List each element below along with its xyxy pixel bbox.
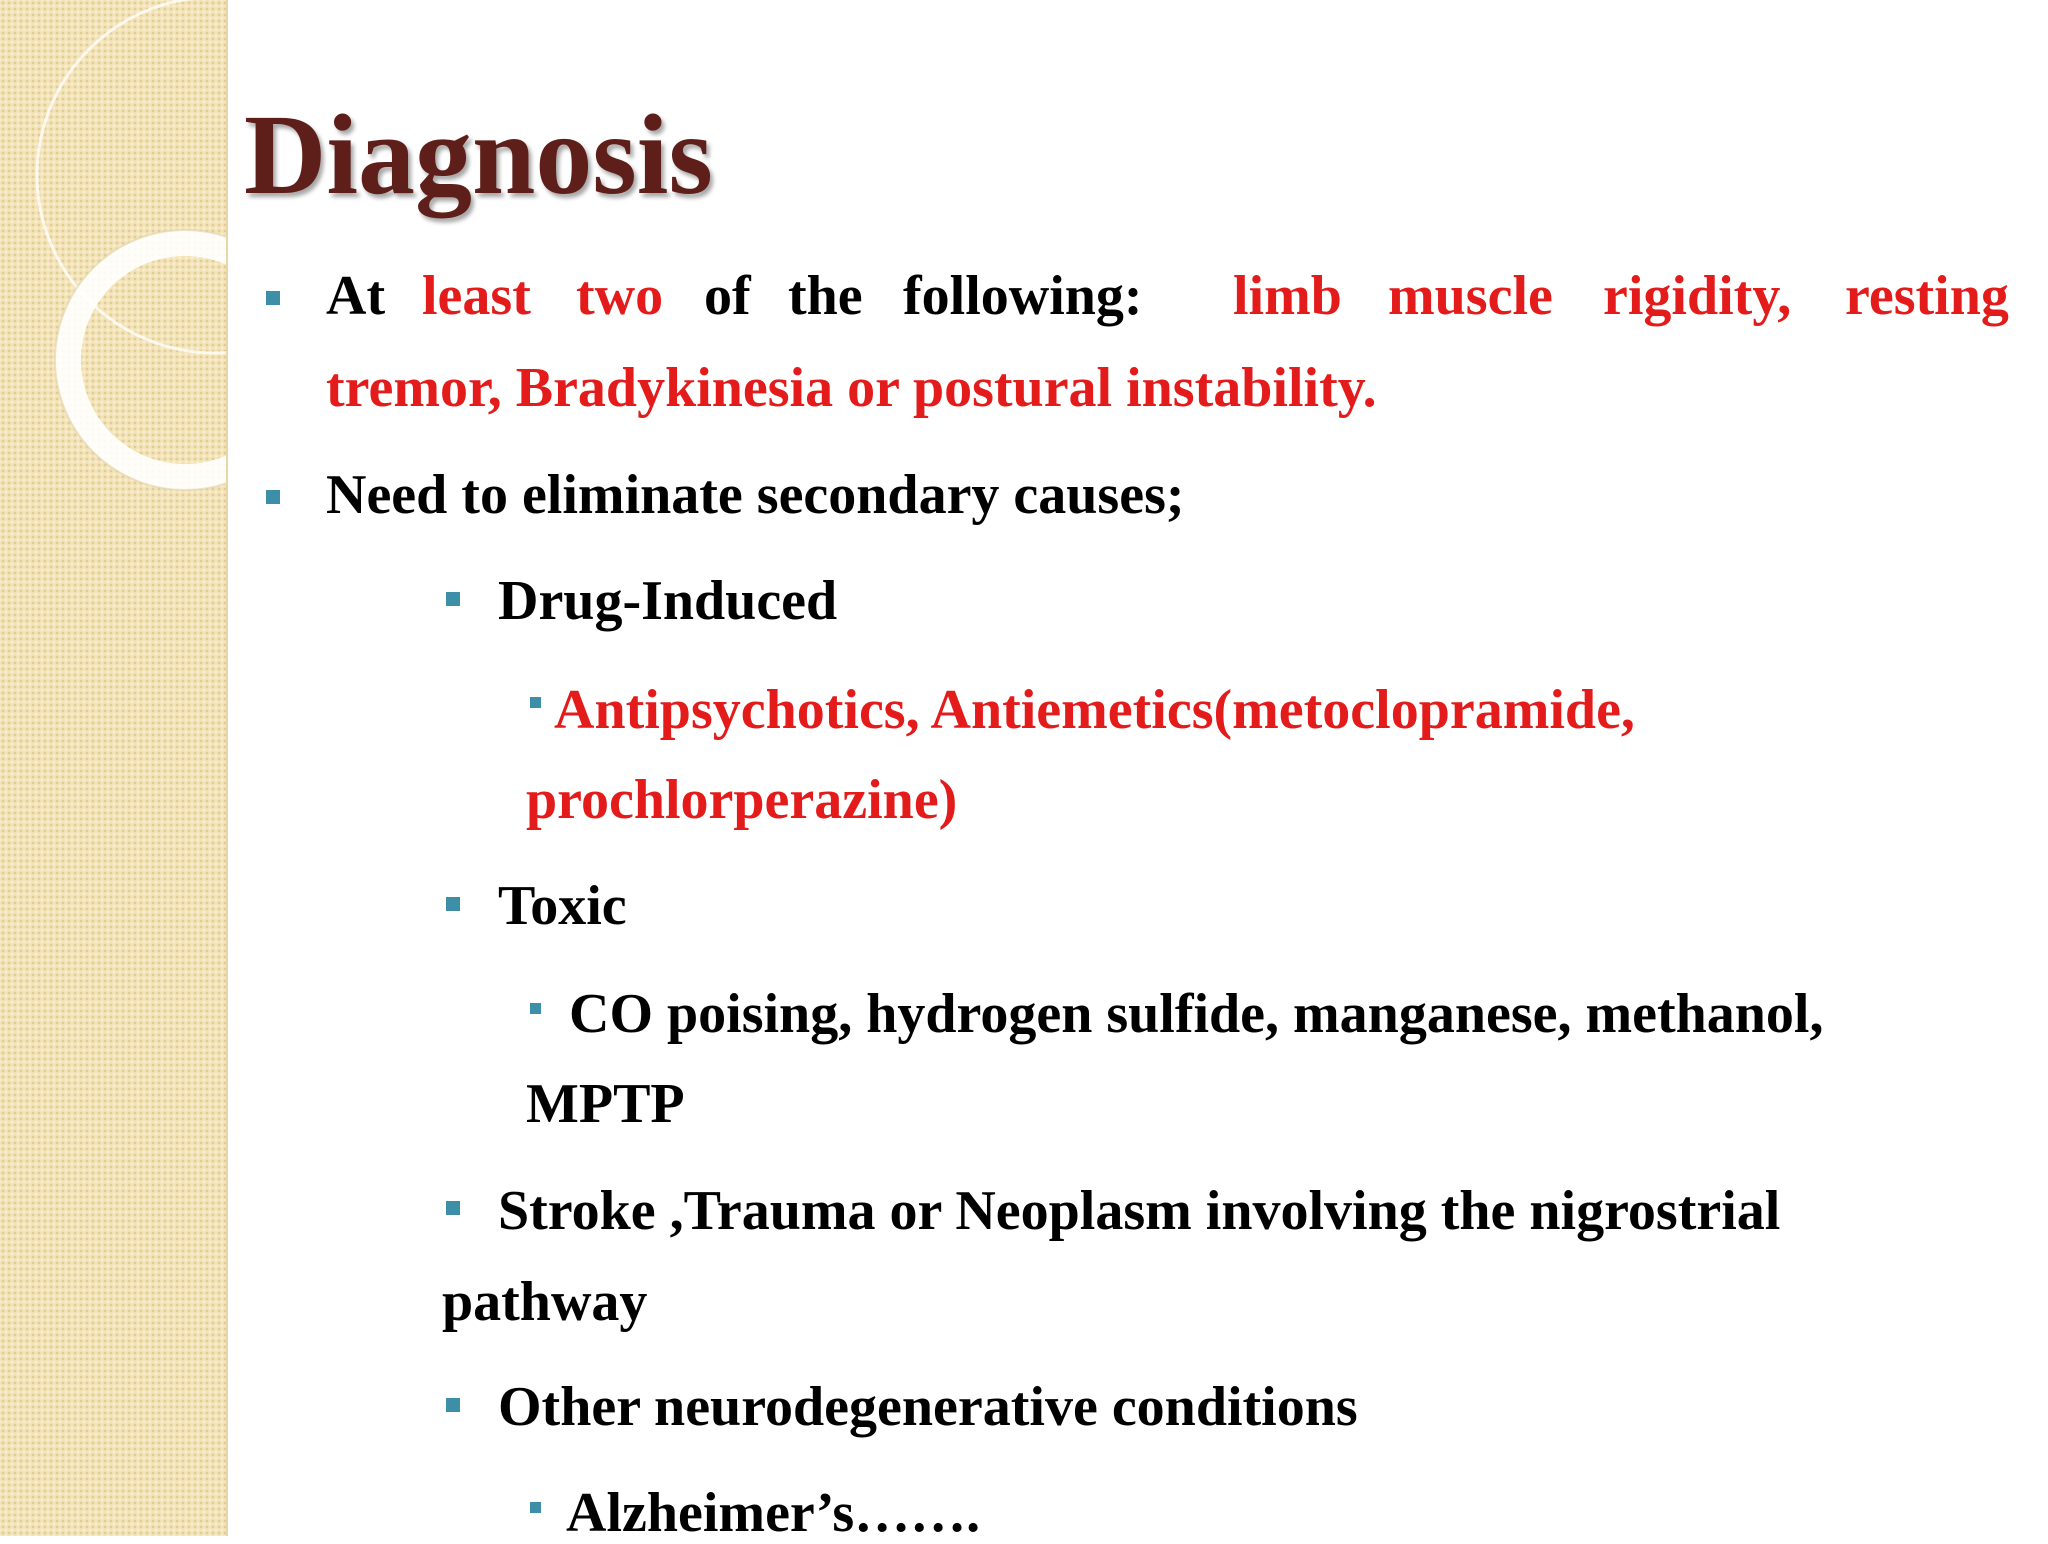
criteria-word: two xyxy=(576,265,664,327)
drug-induced-detail-line-1: Antipsychotics, Antiemetics(metoclopramide, xyxy=(554,679,1635,741)
bullet-square-icon xyxy=(266,291,280,305)
bullet-square-icon xyxy=(266,490,280,504)
criteria-word: the xyxy=(788,265,863,327)
criteria-word: least xyxy=(422,265,531,327)
bullet-square-icon xyxy=(530,1502,541,1513)
bullet-square-icon xyxy=(446,1398,460,1412)
other-conditions-label: Other neurodegenerative conditions xyxy=(498,1376,1358,1438)
toxic-label: Toxic xyxy=(498,875,627,937)
toxic-detail-line-2: MPTP xyxy=(526,1073,685,1135)
bullet-square-icon xyxy=(530,697,541,708)
stroke-line-2: pathway xyxy=(442,1271,648,1333)
criteria-word: of xyxy=(704,265,751,327)
criteria-word: muscle xyxy=(1388,265,1553,327)
drug-induced-detail-line-2: prochlorperazine) xyxy=(526,769,958,831)
secondary-causes-text: Need to eliminate secondary causes; xyxy=(326,464,1185,526)
criteria-word: rigidity, xyxy=(1603,265,1792,327)
alzheimers-text: Alzheimer’s……. xyxy=(566,1482,981,1544)
drug-induced-label: Drug-Induced xyxy=(498,570,838,632)
stroke-line-1: Stroke ,Trauma or Neoplasm involving the nigrostrial xyxy=(498,1180,1781,1242)
criteria-word: limb xyxy=(1233,265,1342,327)
bullet-square-icon xyxy=(446,592,460,606)
page-title: Diagnosis xyxy=(244,91,713,218)
bullet-square-icon xyxy=(530,1003,541,1014)
bullet-square-icon xyxy=(446,897,460,911)
toxic-detail-line-1: CO poising, hydrogen sulfide, manganese, methanol, xyxy=(569,983,1824,1045)
criteria-line-2: tremor, Bradykinesia or postural instability. xyxy=(326,357,1377,419)
criteria-word: At xyxy=(326,265,386,327)
criteria-word: following: xyxy=(903,265,1143,327)
bullet-square-icon xyxy=(446,1201,460,1215)
criteria-word: resting xyxy=(1845,265,2009,327)
